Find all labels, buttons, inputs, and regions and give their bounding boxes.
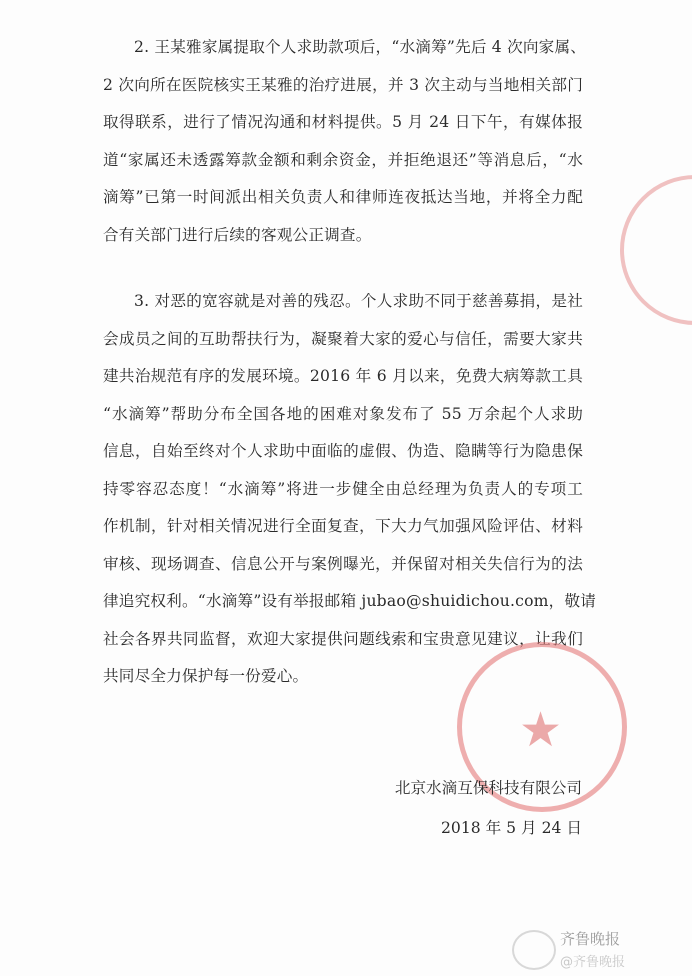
paragraph-line: 信息，自始至终对个人求助中面临的虚假、伪造、隐瞒等行为隐患保	[103, 442, 583, 460]
paragraph-line: 道“家属还未透露筹款金额和剩余资金，并拒绝退还”等消息后，“水	[103, 150, 583, 169]
star-icon: ★	[519, 702, 563, 758]
paragraph-line: 取得联系，进行了情况沟通和材料提供。5 月 24 日下午，有媒体报	[103, 113, 583, 131]
paragraph-line: 持零容忍态度！“水滴筹”将进一步健全由总经理为负责人的专项工	[103, 479, 583, 498]
paragraph-line: 律追究权利。“水滴筹”设有举报邮箱 jubao@shuidichou.com，敬请	[103, 592, 597, 610]
signature-date: 2018 年 5 月 24 日	[440, 819, 582, 837]
watermark-source: 齐鲁晚报	[560, 930, 621, 948]
paragraph-line: 共同尽全力保护每一份爱心。	[103, 667, 309, 685]
paragraph-line: 作机制，针对相关情况进行全面复查，下大力气加强风险评估、材料	[103, 517, 583, 535]
paragraph-line: 3. 对恶的宽容就是对善的残忍。个人求助不同于慈善募捐，是社	[134, 292, 583, 310]
signature-company: 北京水滴互保科技有限公司	[394, 779, 582, 797]
paragraph-2	[103, 29, 587, 254]
paragraph-line: 审核、现场调查、信息公开与案例曝光，并保留对相关失信行为的法	[103, 554, 583, 573]
paragraph-line: 合有关部门进行后续的客观公正调查。	[103, 225, 372, 244]
partial-seal-stamp	[620, 175, 692, 325]
paragraph-line: 滴筹”已第一时间派出相关负责人和律师连夜抵达当地，并将全力配	[103, 188, 583, 206]
paragraph-line: 2 次向所在医院核实王某雅的治疗进展，并 3 次主动与当地相关部门	[103, 75, 583, 94]
paragraph-line: 会成员之间的互助帮扶行为，凝聚着大家的爱心与信任，需要大家共	[103, 329, 583, 348]
paragraph-line: 社会各界共同监督，欢迎大家提供问题线索和宝贵意见建议，让我们	[103, 629, 583, 648]
paragraph-3	[103, 283, 597, 696]
wechat-logo-icon	[512, 930, 556, 970]
paragraph-line: 2. 王某雅家属提取个人求助款项后，“水滴筹”先后 4 次向家属、	[134, 38, 587, 56]
watermark-handle: @齐鲁晚报	[560, 955, 626, 970]
paragraph-line: “水滴筹”帮助分布全国各地的困难对象发布了 55 万余起个人求助	[103, 404, 583, 423]
watermark	[560, 928, 625, 970]
paragraph-line: 建共治规范有序的发展环境。2016 年 6 月以来，免费大病筹款工具	[103, 367, 583, 385]
